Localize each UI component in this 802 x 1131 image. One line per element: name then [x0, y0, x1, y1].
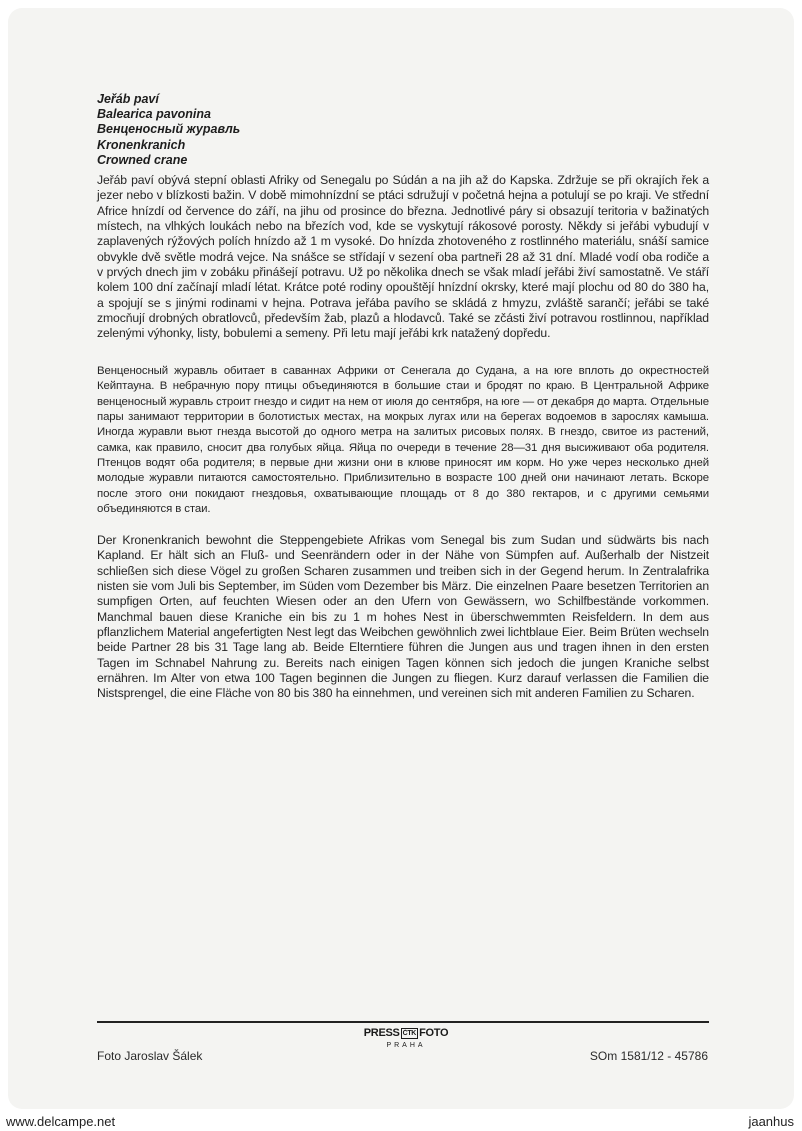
logo-city: PRAHA: [386, 1042, 426, 1049]
title-english: Crowned crane: [97, 152, 188, 167]
footer-divider: [97, 1021, 709, 1023]
title-german: Kronenkranich: [97, 137, 186, 152]
logo-press: PRESS: [363, 1027, 400, 1039]
logo-ctk: ČTK: [402, 1030, 417, 1037]
title-latin: Balearica pavonina: [97, 107, 211, 122]
description-german: Der Kronenkranich bewohnt die Steppengebiete Afrikas vom Senegal bis zum Sudan und südwärts bis nach Kapland. Er hält sich an Fluß- und Seenrändern oder in der Nähe von Sümpfen auf. Außerhalb der Nistzeit schließen sich diese Vögel zu großen Scharen zusammen und treiben sich in der Gegend herum. In Zentralafrika nisten sie vom Juli bis September, im Süden vom Dezember bis März. Die einzelnen Paare besetzen Territorien an sumpfigen Orten, auf feuchten Wiesen oder an den Ufern von Gewässern, wo Schilfbestände vorkommen. Manchmal bauen diese Kraniche ein bis zu 1 m hohes Nest in überschwemmten Reisfeldern. In dem aus pflanzlichem Material angefertigten Nest legt das Weibchen gewöhnlich zwei lichtblaue Eier. Beim Brüten wechseln beide Partner 28 bis 31 Tage lang ab. Beide Elterntiere führen die Jungen aus und tragen ihnen in den ersten Tagen im Schnabel Nahrung zu. Bereits nach einigen Tagen können sich jedoch die jungen Kraniche selbst ernähren. Im Alter von etwa 100 Tagen beginnen die Jungen zu fliegen. Kurz darauf verlassen die Familien die Nistsprengel, die eine Fläche von 80 bis 380 ha einnehmen, und vereinen sich mit anderen Familien zu Scharen.: [97, 533, 709, 701]
description-czech: Jeřáb paví obývá stepní oblasti Afriky od Senegalu po Súdán a na jih až do Kapska. Zdržuje se při okrajích řek a jezer nebo v blízkosti bažin. V době mimohnízdní se ptáci sdružují v početná hejna a potulují se po kraji. Ve střední Africe hnízdí od července do září, na jihu od prosince do března. Jednotlivé páry si obsazují teritoria v bažinatých místech, na vlhkých loukách nebo na březích vod, kde se vyskytují rákosové porosty. Někdy si jeřábi vybudují v zaplavených rýžových polích hnízdo až 1 m vysoké. Do hnízda zhotoveného z rostlinného materiálu, snáší samice obvykle dvě světle modrá vejce. Na snášce se střídají v sezení oba partneři 28 až 31 dní. Mladé vodí oba rodiče a v prvých dnech jim v zobáku přinášejí potravu. Už po několika dnech se však mladí jeřábi živí samostatně. Ve stáří kolem 100 dní začínají mladí létat. Krátce poté rodiny opouštějí hnízdní okrsky, které mají plochu od 80 do 380 ha, a spojují se s jinými rodinami v hejna. Potrava jeřába pavího se skládá z hmyzu, zvláště sarančí; jeřábi se také zmocňují drobných obratlovců, především žab, plazů a hlodavců. Také se zčásti živí potravou rostlinnou, například zelenými výhonky, listy, bobulemi a semeny. Při letu mají jeřábi krk natažený dopředu.: [97, 173, 709, 341]
species-titles: [97, 92, 240, 168]
logo-wordmark: [362, 1027, 450, 1039]
watermark-left: www.delcampe.net: [6, 1114, 116, 1129]
photo-credit: Foto Jaroslav Šálek: [97, 1049, 203, 1063]
title-czech: Jeřáb paví: [97, 92, 159, 106]
logo-foto: FOTO: [419, 1027, 449, 1039]
watermark-right: jaanhus: [748, 1114, 794, 1129]
pressfoto-logo: [362, 1027, 450, 1049]
description-russian: Венценосный журавль обитает в саваннах Африки от Сенегала до Судана, а на юге вплоть до окрестностей Кейптауна. В небрачную пору птицы объединяются в большие стаи и бродят по краю. В Центральной Африке венценосный журавль строит гнездо и сидит на нем от июля до сентября, на юге — от декабря до марта. Отдельные пары занимают территории в болотистых местах, на мокрых лугах или на берегах водоемов в зарослях камыша. Иногда журавли вьют гнезда высотой до одного метра на залитых рисовых полях. В гнездо, свитое из растений, самка, как правило, сносит два голубых яйца. Яйца по очереди в течение 28—31 дня высиживают оба родителя. Птенцов водят оба родителя; в первые дни жизни они в клюве приносят им корм. Но уже через несколько дней молодые журавли питаются самостоятельно. Приблизительно в возрасте 100 дней они начинают летать. Вскоре после этого они покидают гнездовья, охватывающие площадь от 8 до 380 гектаров, и с другими семьями объединяются в стаи.: [97, 365, 709, 516]
catalog-number: SOm 1581/12 - 45786: [589, 1049, 708, 1063]
title-russian: Венценосный журавль: [97, 122, 241, 137]
